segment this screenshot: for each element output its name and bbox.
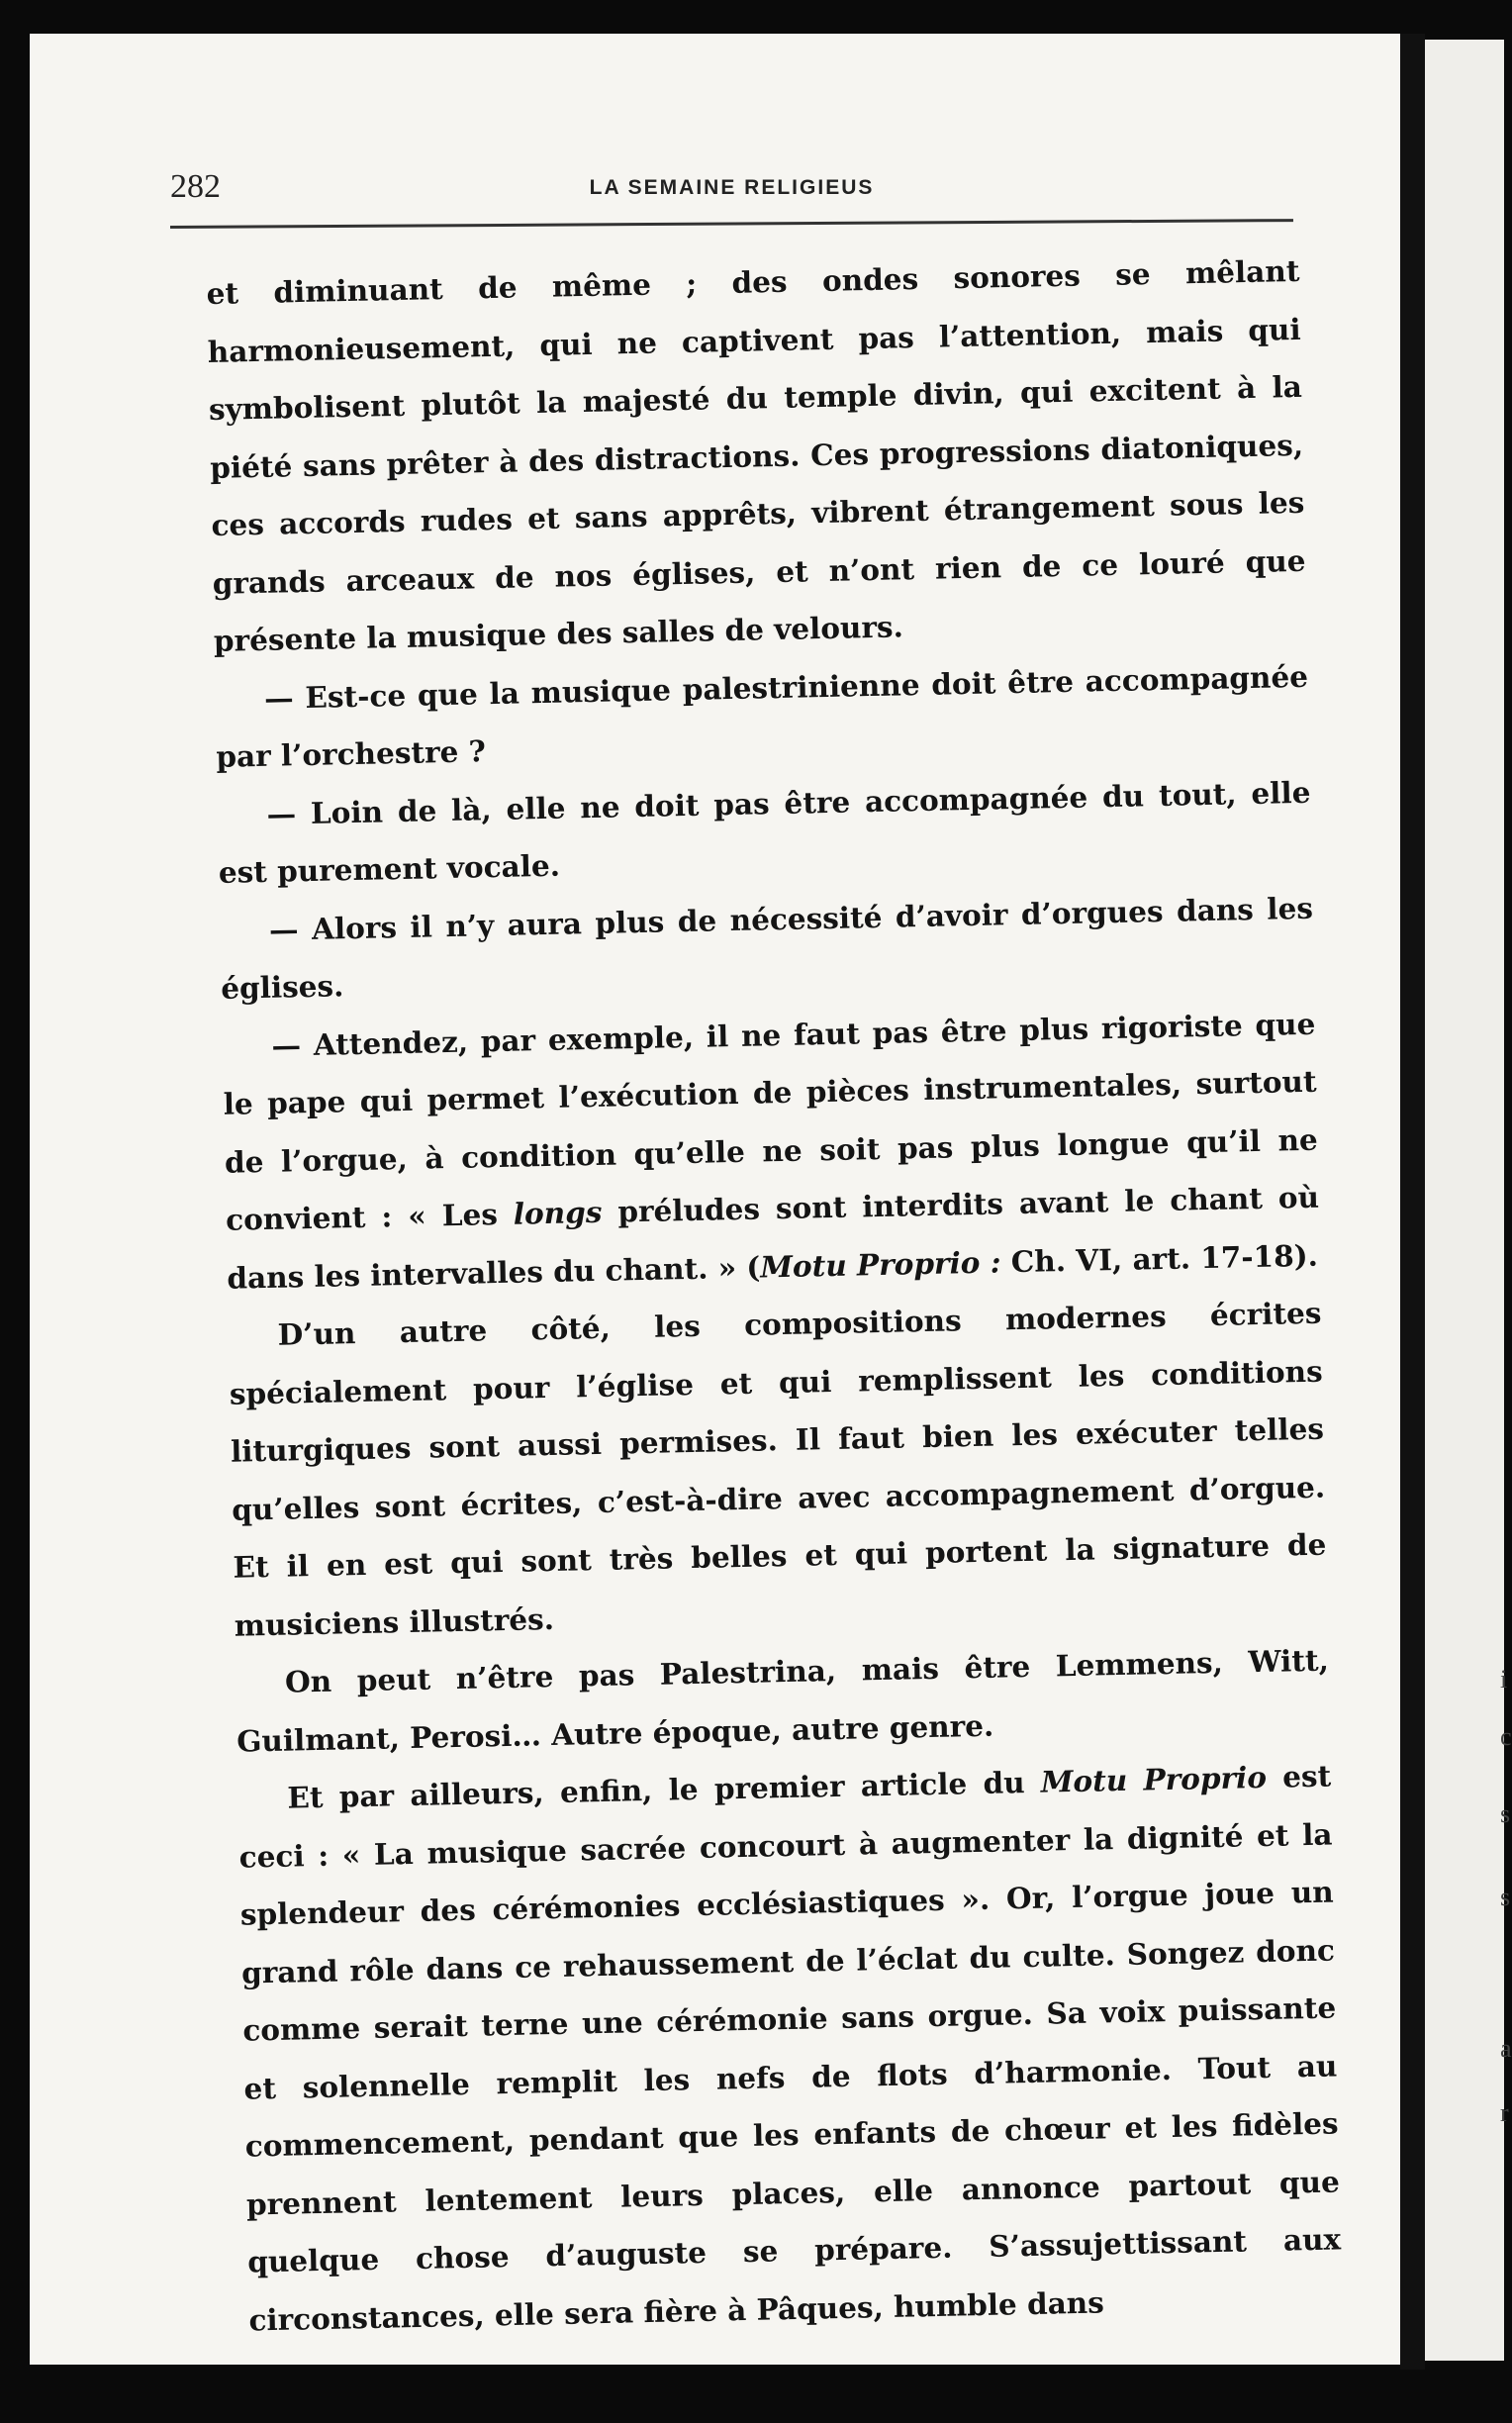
- paragraph-7: On peut n’être pas Palestrina, mais être Lemmens, Witt, Guilmant, Perosi… Autre époque, autre genre.: [236, 1642, 1330, 1759]
- paragraph-5-italic-motu-proprio: Motu Proprio :: [759, 1243, 1001, 1284]
- paragraph-5-text-e: Ch. VI, art. 17-18).: [1000, 1237, 1319, 1279]
- paragraph-5: [222, 995, 1321, 1308]
- adjacent-page-edge: [1425, 40, 1512, 2361]
- paragraph-1: et diminuant de même ; des ondes sonores se mêlant harmonieusement, qui ne captivent pas l’attention, mais qui symbolisent plutôt la majesté du temple divin, qui excitent à la piété sans prêter à des distractions. Ces progressions diatoniques, ces accords rudes et sans apprêts, vibrent étrangement sous les grands arceaux de nos églises, et n’ont rien de ce louré que présente la musique des salles de velours.: [206, 252, 1306, 658]
- paragraph-3: — Loin de là, elle ne doit pas être accompagnée du tout, elle est purement vocale.: [218, 774, 1311, 890]
- paragraph-2: — Est-ce que la musique palestrinienne doit être accompagnée par l’orchestre ?: [216, 658, 1309, 774]
- page-header: [170, 168, 1293, 218]
- book-gutter: [1400, 34, 1425, 2370]
- paragraph-8-italic-motu-proprio: Motu Proprio: [1040, 1759, 1268, 1799]
- paragraph-6: D’un autre côté, les compositions modernes écrites spécialement pour l’église et qui remplissent les conditions liturgiques sont aussi permises. Il faut bien les exécuter telles qu’elles sont écrites, c’est-à-dire avec accompagnement d’orgue. Et il en est qui sont très belles et qui portent la signature de musiciens illustrés.: [229, 1295, 1327, 1643]
- body-text: [206, 242, 1343, 2350]
- paragraph-8-text-c: est ceci : « La musique sacrée concourt à augmenter la dignité et la splendeur des cérémonies ecclésiastiques ». Or, l’orgue joue un grand rôle dans ce rehaussement de l’éclat du culte. Songez donc comme serait terne une cérémonie sans orgue. Sa voix puissante et solennelle remplit les nefs de flots d’harmonie. Tout au commencement, pendant que les enfants de chœur et les fidèles prennent lentement leurs places, elle annonce partout que quelque chose d’auguste se prépare. S’assujettissant aux circonstances, elle sera fière à Pâques, humble dans: [238, 1758, 1342, 2338]
- adjacent-page-fragment: s: [1500, 1799, 1511, 1828]
- paragraph-5-text-a: — Attendez, par exemple, il ne faut pas être plus rigoriste que le pape qui permet l’exécution de pièces instrumentales, surtout de l’orgue, à condition qu’elle ne soit pas plus longue qu’il ne convient : « Les: [223, 1006, 1319, 1237]
- paragraph-4: — Alors il n’y aura plus de nécessité d’avoir d’orgues dans les églises.: [220, 890, 1314, 1006]
- adjacent-page-fragment: a: [1500, 2034, 1512, 2063]
- page-number: 282: [170, 168, 221, 205]
- adjacent-page-fragment: s: [1500, 1883, 1511, 1911]
- running-head: LA SEMAINE RELIGIEUS: [589, 176, 875, 199]
- paragraph-8-text-a: Et par ailleurs, enfin, le premier article du: [287, 1764, 1042, 1815]
- adjacent-page-fragment: i: [1500, 1665, 1508, 1694]
- adjacent-page-fragment: c: [1500, 1722, 1512, 1751]
- adjacent-page-fragment: r: [1500, 2098, 1509, 2127]
- paragraph-5-text-c: préludes sont interdits avant le chant où dans les intervalles du chant. » (: [227, 1179, 1320, 1296]
- paragraph-5-italic-longs: longs: [513, 1194, 603, 1231]
- paragraph-8: [237, 1748, 1343, 2350]
